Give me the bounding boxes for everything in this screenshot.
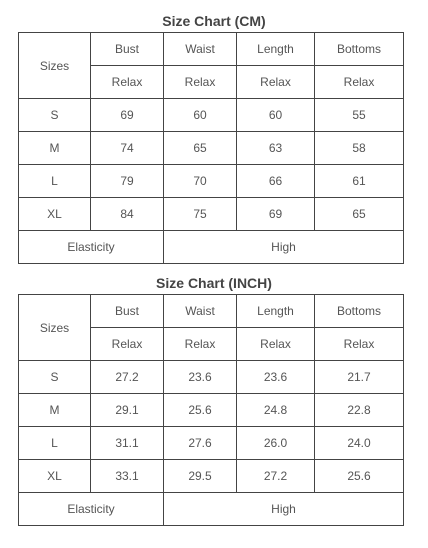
bottoms-header: Bottoms (315, 295, 404, 328)
value-cell: 69 (237, 198, 315, 231)
fit-cell: Relax (237, 66, 315, 99)
size-cell: L (19, 165, 91, 198)
elasticity-label: Elasticity (19, 493, 164, 526)
value-cell: 69 (91, 99, 164, 132)
size-cell: S (19, 99, 91, 132)
table-row (19, 460, 404, 493)
value-cell: 74 (91, 132, 164, 165)
elasticity-value: High (164, 493, 404, 526)
value-cell: 60 (237, 99, 315, 132)
bust-header: Bust (91, 33, 164, 66)
fit-cell: Relax (315, 66, 404, 99)
fit-cell: Relax (91, 66, 164, 99)
elasticity-value: High (164, 231, 404, 264)
value-cell: 23.6 (164, 361, 237, 394)
value-cell: 27.2 (237, 460, 315, 493)
value-cell: 58 (315, 132, 404, 165)
sizes-header: Sizes (19, 33, 91, 99)
size-cell: M (19, 394, 91, 427)
value-cell: 24.0 (315, 427, 404, 460)
value-cell: 84 (91, 198, 164, 231)
table-header-row (19, 33, 404, 66)
value-cell: 29.5 (164, 460, 237, 493)
value-cell: 63 (237, 132, 315, 165)
value-cell: 23.6 (237, 361, 315, 394)
value-cell: 61 (315, 165, 404, 198)
inch-size-table (18, 294, 404, 526)
cm-size-table (18, 32, 404, 264)
bust-header: Bust (91, 295, 164, 328)
value-cell: 26.0 (237, 427, 315, 460)
length-header: Length (237, 295, 315, 328)
elasticity-row (19, 493, 404, 526)
elasticity-label: Elasticity (19, 231, 164, 264)
table-row (19, 427, 404, 460)
size-cell: L (19, 427, 91, 460)
cm-chart-title: Size Chart (CM) (162, 13, 266, 29)
size-cell: M (19, 132, 91, 165)
value-cell: 65 (315, 198, 404, 231)
waist-header: Waist (164, 295, 237, 328)
value-cell: 27.6 (164, 427, 237, 460)
table-row (19, 394, 404, 427)
value-cell: 33.1 (91, 460, 164, 493)
value-cell: 79 (91, 165, 164, 198)
table-row (19, 361, 404, 394)
length-header: Length (237, 33, 315, 66)
value-cell: 25.6 (164, 394, 237, 427)
size-cell: XL (19, 460, 91, 493)
value-cell: 29.1 (91, 394, 164, 427)
value-cell: 60 (164, 99, 237, 132)
value-cell: 22.8 (315, 394, 404, 427)
inch-chart-title: Size Chart (INCH) (156, 275, 272, 291)
value-cell: 24.8 (237, 394, 315, 427)
value-cell: 75 (164, 198, 237, 231)
value-cell: 27.2 (91, 361, 164, 394)
table-row (19, 198, 404, 231)
fit-cell: Relax (315, 328, 404, 361)
table-row (19, 99, 404, 132)
waist-header: Waist (164, 33, 237, 66)
value-cell: 66 (237, 165, 315, 198)
value-cell: 25.6 (315, 460, 404, 493)
sizes-header: Sizes (19, 295, 91, 361)
value-cell: 21.7 (315, 361, 404, 394)
table-header-row (19, 295, 404, 328)
fit-cell: Relax (91, 328, 164, 361)
table-row (19, 165, 404, 198)
bottoms-header: Bottoms (315, 33, 404, 66)
size-cell: S (19, 361, 91, 394)
value-cell: 31.1 (91, 427, 164, 460)
elasticity-row (19, 231, 404, 264)
fit-cell: Relax (164, 328, 237, 361)
fit-cell: Relax (237, 328, 315, 361)
fit-cell: Relax (164, 66, 237, 99)
value-cell: 55 (315, 99, 404, 132)
value-cell: 70 (164, 165, 237, 198)
value-cell: 65 (164, 132, 237, 165)
size-cell: XL (19, 198, 91, 231)
table-row (19, 132, 404, 165)
